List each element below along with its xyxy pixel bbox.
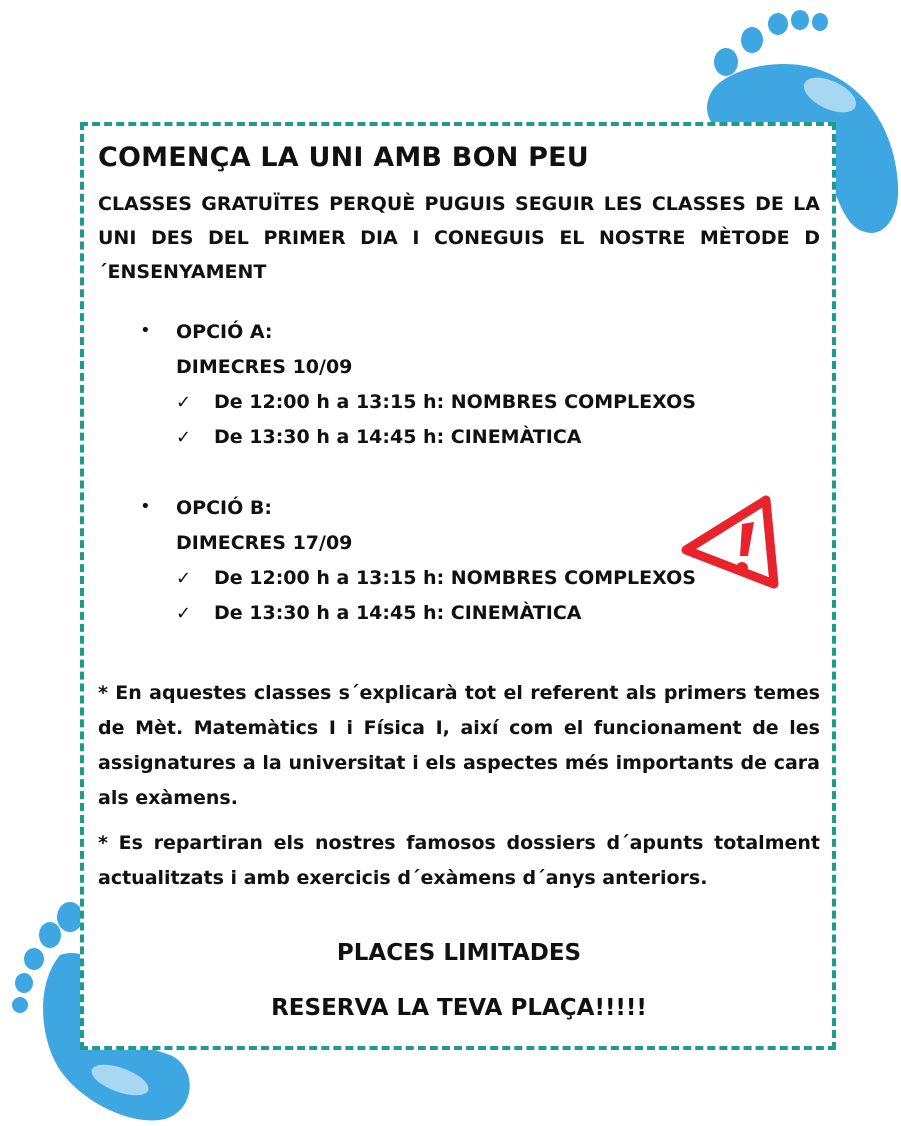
session-text: De 13:30 h a 14:45 h: CINEMÀTICA bbox=[214, 602, 582, 624]
bullet: • bbox=[140, 496, 151, 517]
reserve-call-to-action: RESERVA LA TEVA PLAÇA!!!!! bbox=[271, 995, 647, 1021]
flyer-content bbox=[98, 140, 820, 1021]
bullet: • bbox=[140, 320, 151, 341]
session-text: De 12:00 h a 13:15 h: NOMBRES COMPLEXOS bbox=[214, 567, 696, 589]
session-item bbox=[176, 385, 820, 420]
flyer-card bbox=[80, 122, 836, 1050]
session-item bbox=[176, 596, 820, 631]
page-title: COMENÇA LA UNI AMB BON PEU bbox=[98, 142, 589, 173]
places-limited: PLACES LIMITADES bbox=[336, 940, 582, 966]
notes bbox=[98, 676, 820, 906]
option-date: DIMECRES 10/09 bbox=[176, 356, 353, 378]
option-title: OPCIÓ B: bbox=[176, 497, 272, 519]
checkmark-icon: ✓ bbox=[176, 427, 192, 448]
session-text: De 12:00 h a 13:15 h: NOMBRES COMPLEXOS bbox=[214, 391, 696, 413]
option-date: DIMECRES 17/09 bbox=[176, 532, 353, 554]
option-title: OPCIÓ A: bbox=[176, 321, 273, 343]
note: * Es repartiran els nostres famosos dossiers d´apunts totalment actualitzats i amb exercicis d´exàmens d´anys anteriors. bbox=[98, 832, 820, 889]
checkmark-icon: ✓ bbox=[176, 568, 192, 589]
warning-icon bbox=[678, 492, 788, 592]
session-text: De 13:30 h a 14:45 h: CINEMÀTICA bbox=[214, 426, 582, 448]
checkmark-icon: ✓ bbox=[176, 603, 192, 624]
session-item bbox=[176, 420, 820, 455]
checkmark-icon: ✓ bbox=[176, 392, 192, 413]
option-a bbox=[140, 315, 820, 455]
note: * En aquestes classes s´explicarà tot el referent als primers temes de Mèt. Matemàtics I i Física I, així com el funcionament de les assignatures a la universitat i els aspectes més importants de cara als exàmens. bbox=[98, 682, 820, 809]
subtitle: CLASSES GRATUÏTES PERQUÈ PUGUIS SEGUIR LES CLASSES DE LA UNI DES DEL PRIMER DIA I CONEGUIS EL NOSTRE MÈTODE D´ENSENYAMENT bbox=[98, 193, 820, 283]
